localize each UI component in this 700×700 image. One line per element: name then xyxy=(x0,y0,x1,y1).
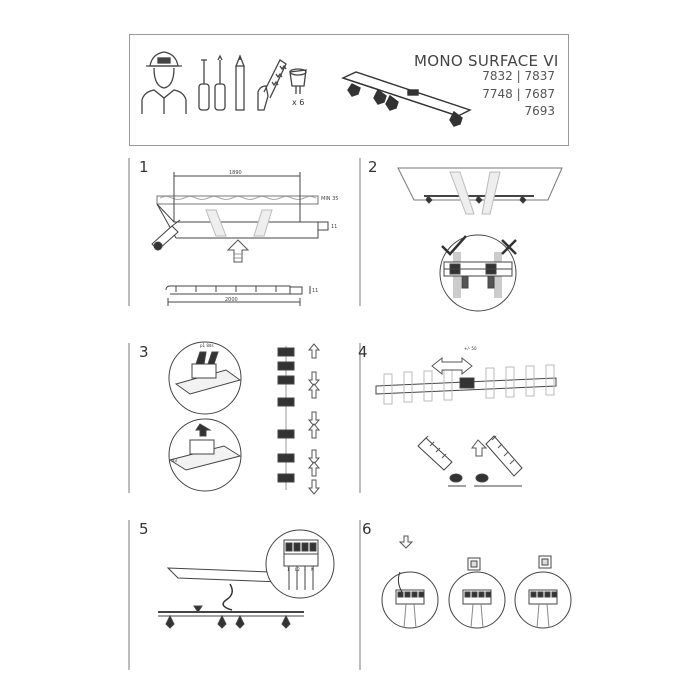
dimension-min: MIN 35 xyxy=(321,196,339,202)
offset-label: +/- 50 xyxy=(464,346,477,351)
step-number-3: 3 xyxy=(139,343,149,361)
product-title: MONO SURFACE VI xyxy=(414,52,559,70)
terminal-label-1: 1 xyxy=(287,567,290,572)
dimension-side: 11 xyxy=(331,224,338,230)
step-3-top-label: p1 8ds xyxy=(200,343,214,348)
dimension-width-top: 1890 xyxy=(229,170,242,176)
terminal-label-4: N xyxy=(311,567,314,572)
step-3-bottom-label: x3 xyxy=(172,458,177,463)
down-arrow-icon xyxy=(400,536,412,548)
step-number-4: 4 xyxy=(358,343,368,361)
dimension-width-bottom: 2000 xyxy=(225,297,238,303)
product-code-line-3: 7693 xyxy=(524,104,555,118)
product-code-line-2: 7748 | 7687 xyxy=(482,87,555,101)
step-number-6: 6 xyxy=(362,520,372,538)
terminal-label-2: L2 xyxy=(295,567,300,572)
step-number-1: 1 xyxy=(139,158,149,176)
terminal-label-3: ⏚ xyxy=(303,567,307,572)
dimension-height-bottom: 11 xyxy=(312,288,319,294)
product-code-line-1: 7832 | 7837 xyxy=(482,69,555,83)
bulb-quantity: x 6 xyxy=(292,98,305,107)
step-number-5: 5 xyxy=(139,520,149,538)
step-number-2: 2 xyxy=(368,158,378,176)
